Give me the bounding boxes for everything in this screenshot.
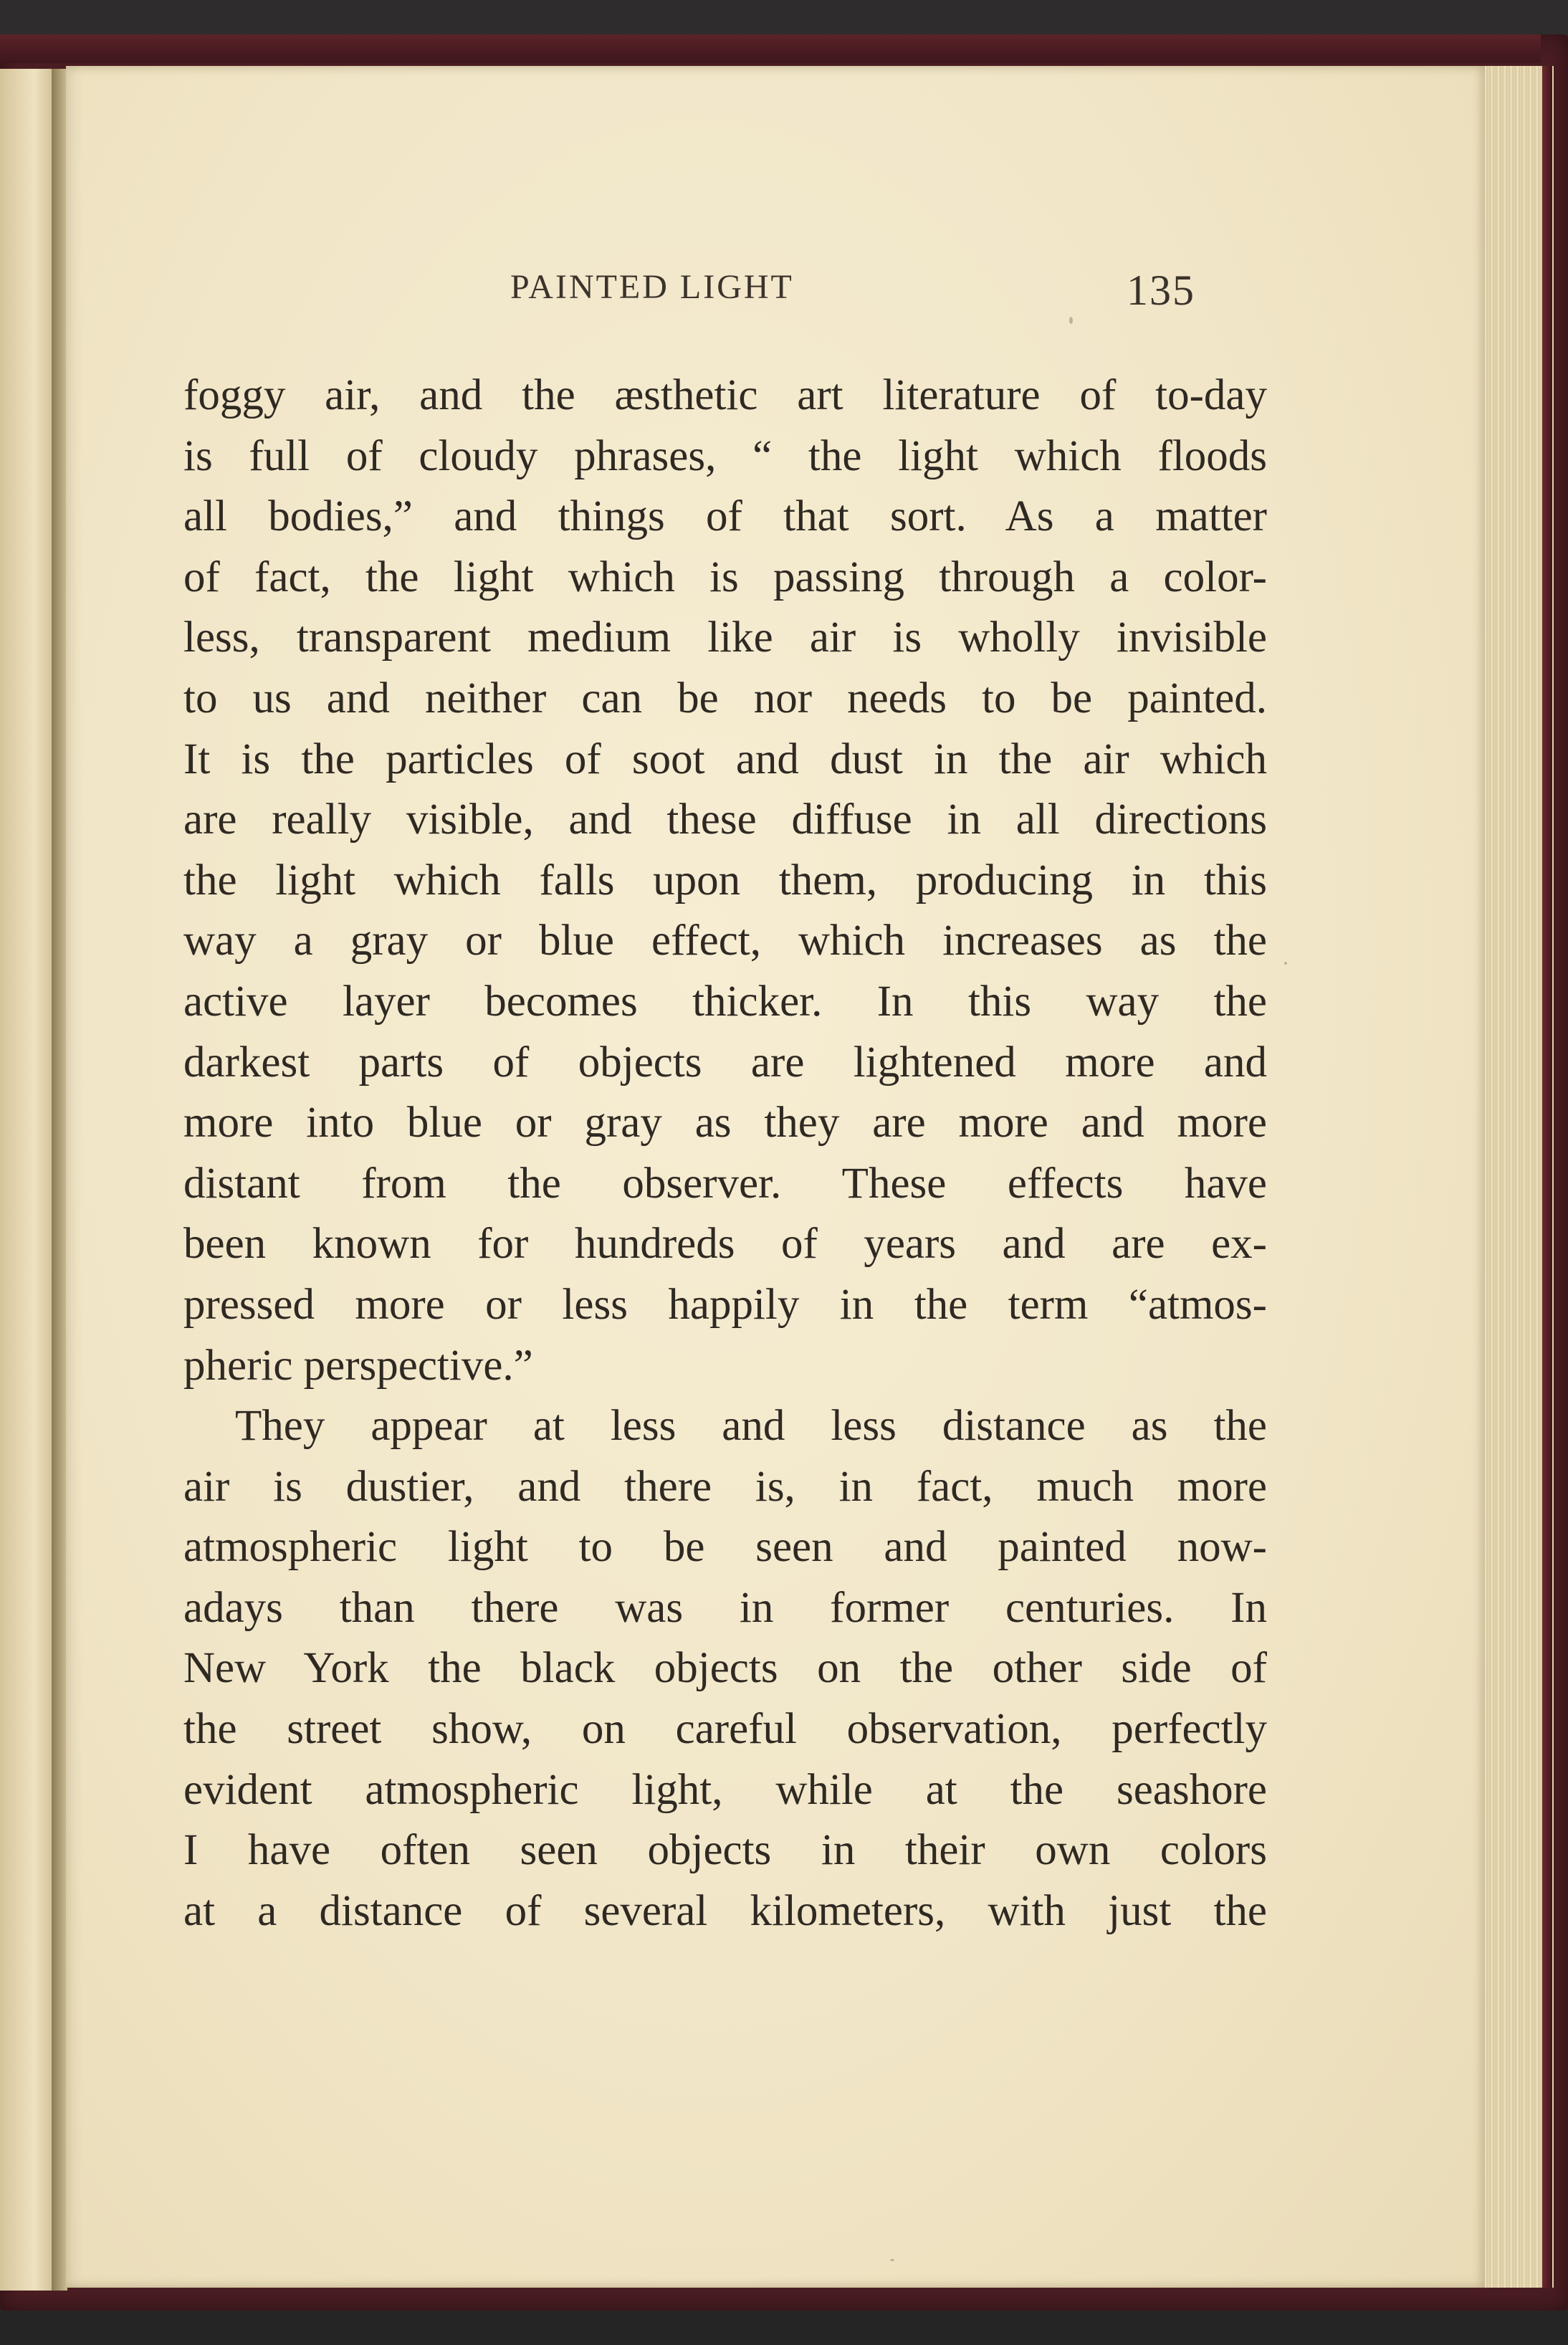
text-line: adays than there was in former centuries. In	[183, 1583, 1267, 1632]
text-line: the light which falls upon them, producing in this	[183, 856, 1267, 904]
cover-right-edge	[1542, 66, 1552, 2288]
page-number: 135	[1127, 267, 1195, 314]
text-line: less, transparent medium like air is wholly invisible	[183, 613, 1267, 662]
text-line: been known for hundreds of years and are ex-	[183, 1220, 1267, 1269]
book-page	[66, 66, 1485, 2288]
paper-speck	[1069, 317, 1073, 324]
book-gutter	[52, 69, 67, 2291]
text-line: to us and neither can be nor needs to be painted.	[183, 674, 1267, 722]
text-line: pheric perspective.”	[183, 1341, 533, 1390]
text-line: It is the particles of soot and dust in the air which	[183, 735, 1267, 783]
text-line: way a gray or blue effect, which increases as the	[183, 917, 1267, 965]
running-title: PAINTED LIGHT	[510, 268, 794, 306]
text-line: at a distance of several kilometers, with just the	[183, 1886, 1267, 1935]
text-line: more into blue or gray as they are more and more	[183, 1099, 1267, 1147]
previous-page-edge	[0, 69, 57, 2291]
text-line: They appear at less and less distance as the	[235, 1402, 1267, 1451]
cover-top-edge	[0, 34, 1541, 63]
text-line: all bodies,” and things of that sort. As a matter	[183, 492, 1267, 541]
paragraph-2	[183, 1396, 1267, 1942]
text-line: air is dustier, and there is, in fact, much more	[183, 1462, 1267, 1511]
running-head	[66, 255, 1485, 320]
body-text	[183, 366, 1267, 1942]
text-line: I have often seen objects in their own colors	[183, 1826, 1267, 1875]
text-line: active layer becomes thicker. In this way the	[183, 977, 1267, 1026]
text-line: of fact, the light which is passing through a color-	[183, 553, 1267, 601]
text-line: atmospheric light to be seen and painted now-	[183, 1523, 1267, 1572]
text-line: are really visible, and these diffuse in all directions	[183, 796, 1267, 844]
text-line: the street show, on careful observation, perfectly	[183, 1705, 1267, 1754]
paper-speck	[1284, 962, 1287, 965]
text-line: pressed more or less happily in the term “atmos-	[183, 1280, 1267, 1329]
paragraph-1	[183, 366, 1267, 1396]
text-line: is full of cloudy phrases, “ the light which floods	[183, 431, 1267, 480]
text-line: foggy air, and the æsthetic art literature of to-day	[183, 371, 1267, 419]
text-line: darkest parts of objects are lightened more and	[183, 1038, 1267, 1086]
text-line: distant from the observer. These effects have	[183, 1159, 1267, 1208]
text-line: evident atmospheric light, while at the seashore	[183, 1765, 1267, 1814]
paper-speck	[890, 2259, 894, 2261]
text-line: New York the black objects on the other side of	[183, 1644, 1267, 1693]
